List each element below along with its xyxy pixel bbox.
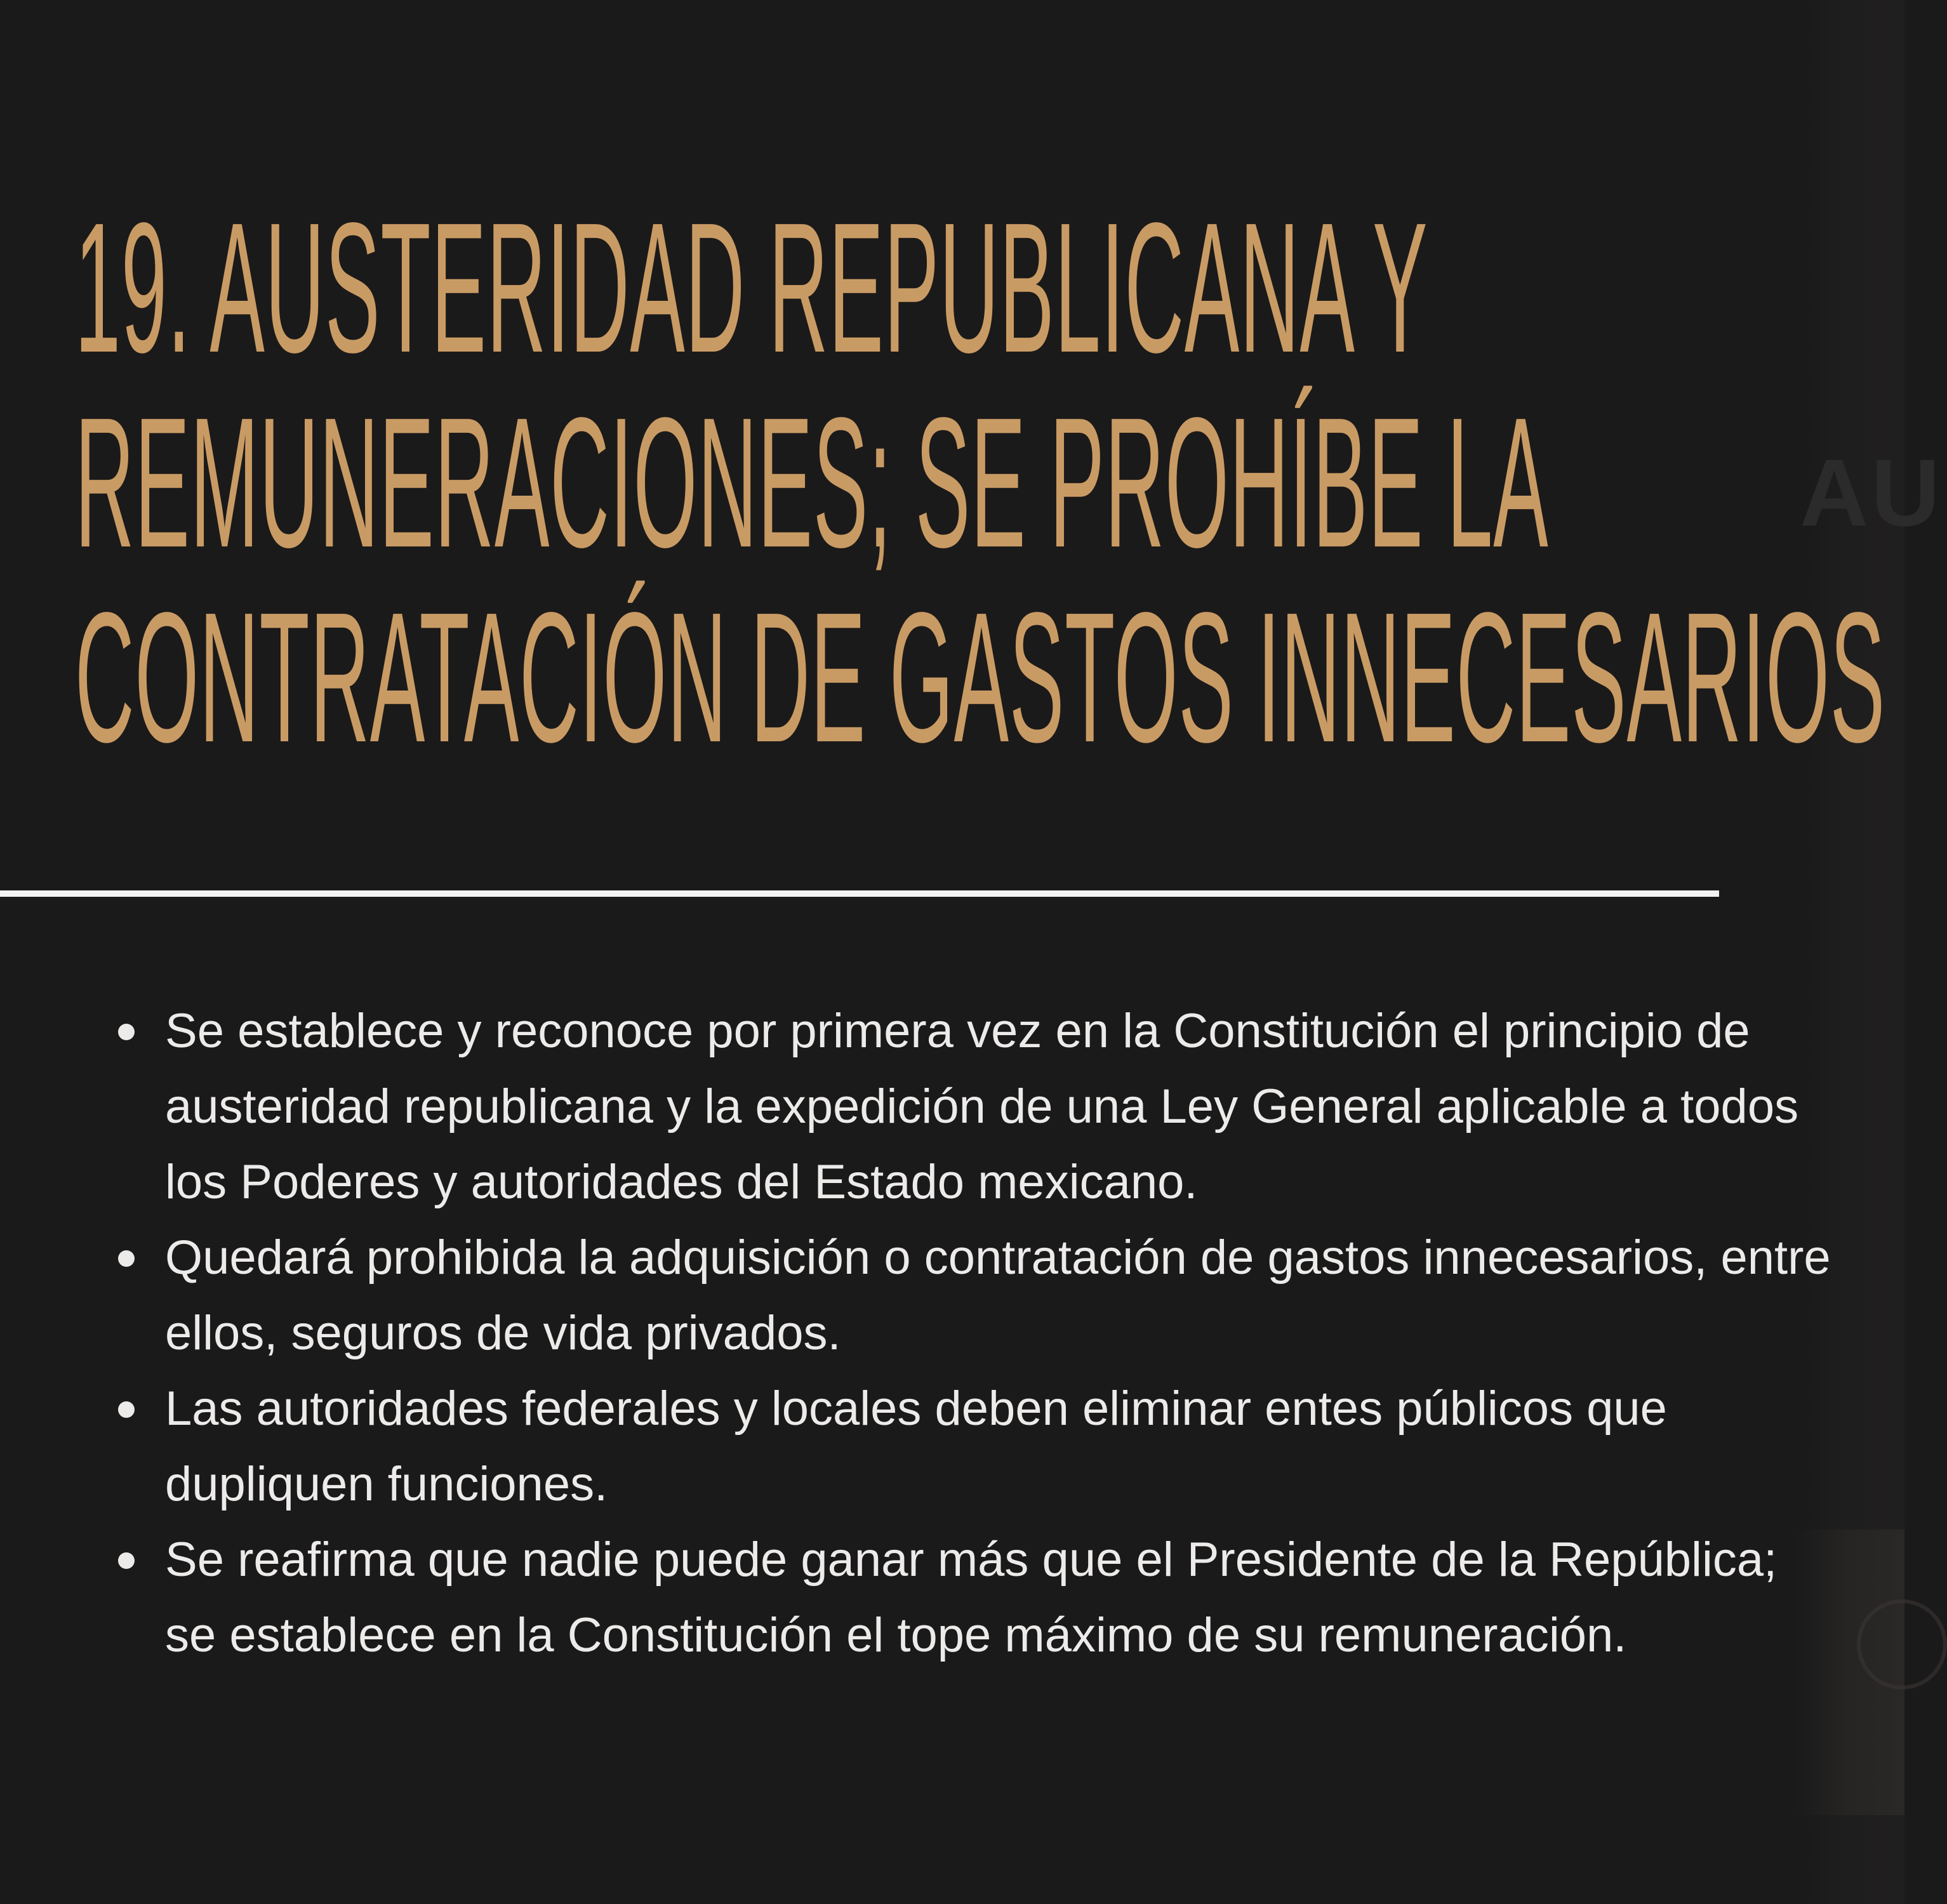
bullet-text: Quedará prohibida la adquisición o contratación de gastos innecesarios, entre ellos, seguros de vida privados. bbox=[165, 1231, 1831, 1360]
slide-title-line: CONTRATACIÓN DE GASTOS INNECESARIOS bbox=[75, 574, 1885, 781]
divider-line bbox=[0, 890, 1719, 897]
slide-title-line: 19. AUSTERIDAD REPUBLICANA Y bbox=[75, 184, 1428, 391]
background-faint-text: AU bbox=[1800, 439, 1943, 546]
seal-icon bbox=[1857, 1599, 1947, 1689]
bullet-list bbox=[114, 993, 1831, 1673]
bullet-icon bbox=[118, 1401, 135, 1418]
bullet-item bbox=[114, 993, 1841, 1220]
bullet-icon bbox=[118, 1250, 135, 1267]
bullet-text: Las autoridades federales y locales deben eliminar entes públicos que dupliquen funciones. bbox=[165, 1382, 1667, 1511]
bullet-text: Se reafirma que nadie puede ganar más que el Presidente de la República; se establece en la Constitución el tope máximo de su remuneración. bbox=[165, 1533, 1778, 1662]
slide-title bbox=[75, 184, 1885, 781]
bullet-text: Se establece y reconoce por primera vez en la Constitución el principio de austeridad republicana y la expedición de una Ley General aplicable a todos los Poderes y autoridades del Estado mexicano. bbox=[165, 1004, 1799, 1209]
bullet-item bbox=[114, 1371, 1841, 1522]
bullet-item bbox=[114, 1220, 1841, 1371]
bullet-item bbox=[114, 1522, 1841, 1673]
bullet-icon bbox=[118, 1552, 135, 1569]
slide-title-line: REMUNERACIONES; SE PROHÍBE LA bbox=[75, 379, 1549, 586]
bullet-icon bbox=[118, 1024, 135, 1040]
